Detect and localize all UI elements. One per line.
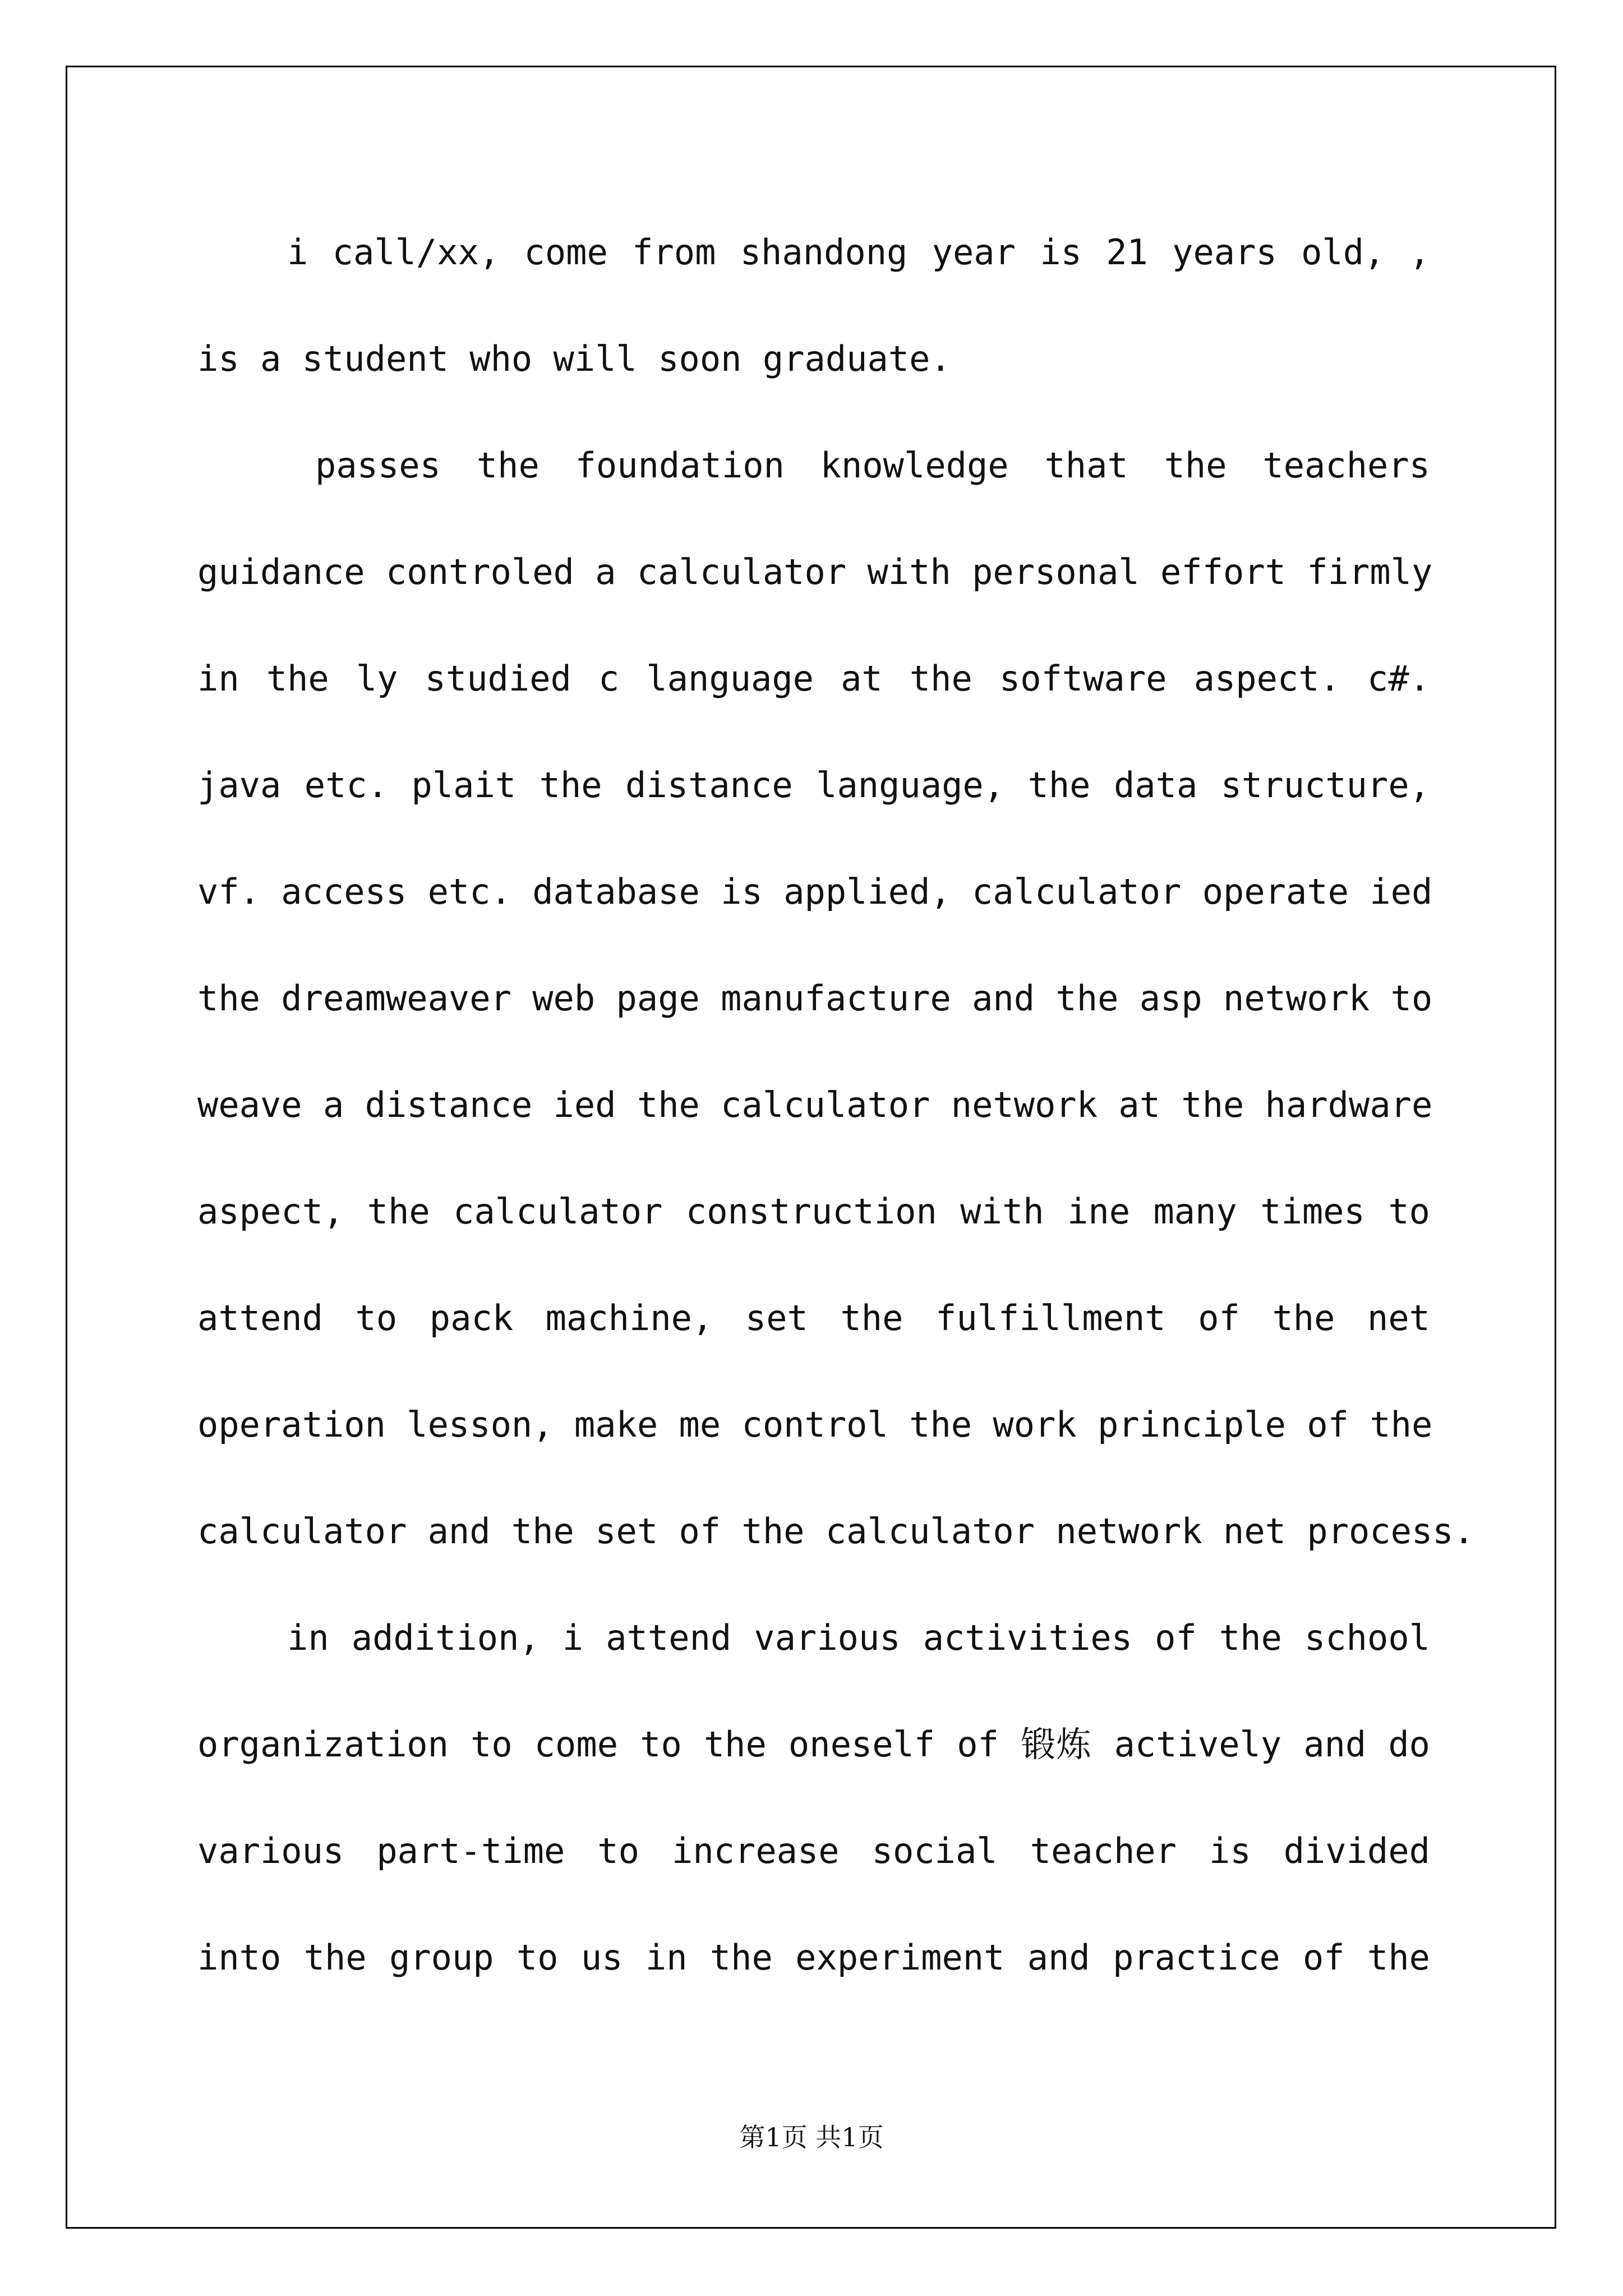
text-line: vf. access etc. database is applied, calculator operate ied bbox=[197, 871, 1433, 912]
text-line: i call/xx, come from shandong year is 21 years old, , bbox=[287, 232, 1430, 273]
text-line: java etc. plait the distance language, the data structure, bbox=[197, 765, 1430, 806]
text-line: weave a distance ied the calculator network at the hardware bbox=[197, 1084, 1433, 1125]
text-line: the dreamweaver web page manufacture and the asp network to bbox=[197, 978, 1433, 1019]
text-line: passes the foundation knowledge that the teachers bbox=[315, 445, 1430, 486]
text-line: guidance controled a calculator with personal effort firmly bbox=[197, 551, 1433, 592]
text-line: in the ly studied c language at the software aspect. c#. bbox=[197, 658, 1430, 699]
text-line: in addition, i attend various activities of the school bbox=[287, 1617, 1430, 1658]
text-line: organization to come to the oneself of 锻炼 actively and do bbox=[197, 1724, 1430, 1765]
text-line: various part-time to increase social teacher is divided bbox=[197, 1830, 1430, 1871]
text-line: attend to pack machine, set the fulfillment of the net bbox=[197, 1297, 1430, 1338]
text-line: into the group to us in the experiment and practice of the bbox=[197, 1937, 1430, 1978]
page-number-footer: 第1页 共1页 bbox=[739, 2122, 884, 2152]
text-line: aspect, the calculator construction with ine many times to bbox=[197, 1191, 1430, 1232]
text-line: is a student who will soon graduate. bbox=[197, 338, 951, 379]
text-line: operation lesson, make me control the work principle of the bbox=[197, 1404, 1433, 1445]
text-line: calculator and the set of the calculator network net process. bbox=[197, 1511, 1474, 1552]
